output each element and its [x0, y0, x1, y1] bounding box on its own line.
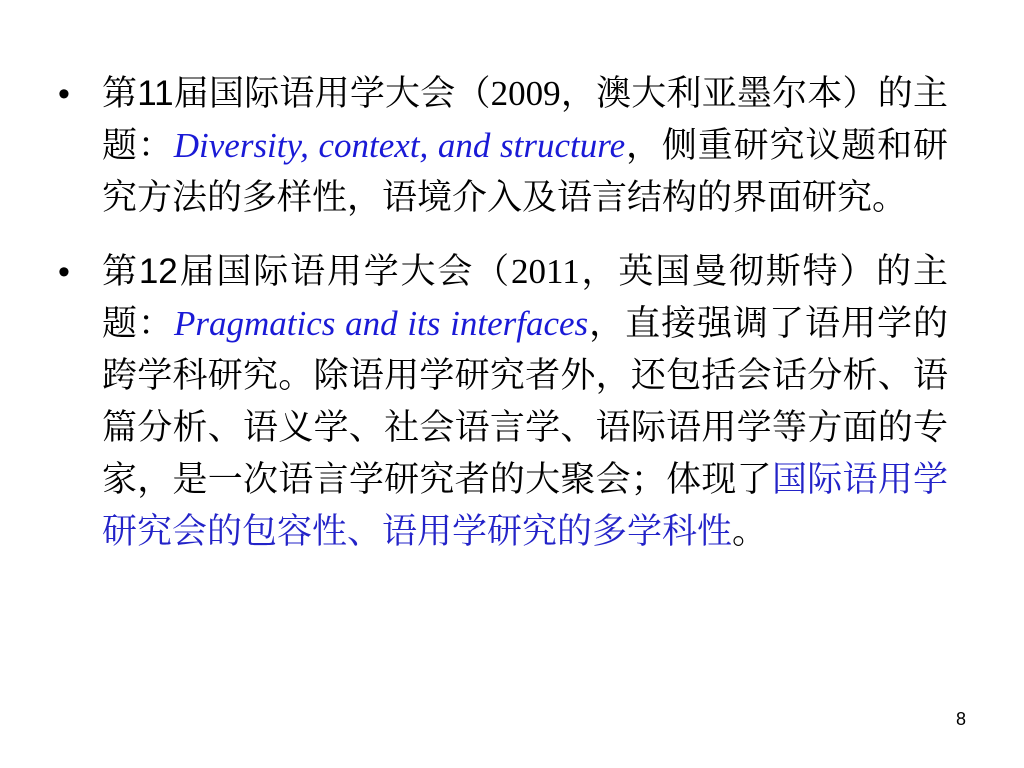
- conference-theme: Pragmatics and its interfaces: [173, 304, 589, 343]
- bullet-dot-icon: •: [58, 75, 70, 113]
- bullet-item-ipra-11: [58, 68, 948, 224]
- bullet-list: [58, 68, 948, 580]
- highlighted-conclusion: 国际语用学研究会的包容性、语用学研究的多学科性: [102, 460, 948, 552]
- conference-label: 届国际语用学大会（: [177, 252, 512, 292]
- conference-description: ，直接强调了语用学的跨学科研究。除语用学研究者外，还包括会话分析、语篇分析、语义学、社会语言学、语际语用学等方面的专家，是一次语言学研究者的大聚会；体现了: [102, 304, 948, 500]
- conference-ordinal: 12: [138, 252, 178, 291]
- conference-location: ，澳大利亚墨尔本）的主题：: [102, 74, 948, 166]
- bullet-item-ipra-12: [58, 246, 948, 558]
- conference-description: ，侧重研究议题和研究方法的多样性，语境介入及语言结构的界面研究。: [102, 126, 948, 218]
- conference-ordinal: 11: [137, 74, 174, 113]
- sentence-ending: 。: [732, 512, 768, 552]
- conference-theme: Diversity, context, and structure: [173, 126, 626, 165]
- conference-year: 2009: [490, 74, 561, 113]
- conference-year: 2011: [511, 252, 580, 291]
- bullet-prefix: 第: [102, 74, 138, 114]
- bullet-prefix: 第: [102, 252, 139, 292]
- conference-label: 届国际语用学大会（: [173, 74, 491, 114]
- bullet-dot-icon: •: [58, 253, 70, 291]
- page-number: 8: [955, 709, 966, 729]
- conference-location: ，英国曼彻斯特）的主题：: [102, 252, 948, 344]
